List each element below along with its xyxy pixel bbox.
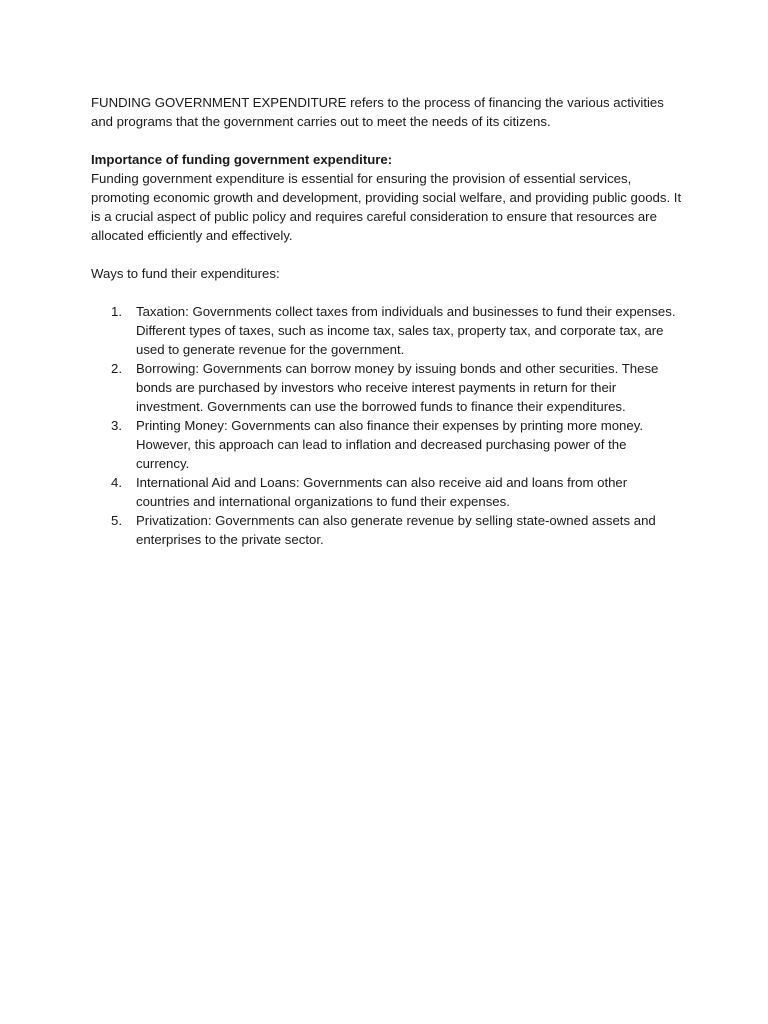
list-item <box>91 473 683 511</box>
list-item-number: 4. <box>111 475 122 490</box>
list-item-text: Taxation: Governments collect taxes from individuals and businesses to fund their expenses. Different types of taxes, such as income tax, sales tax, property tax, and corporate tax, are used to generate revenue for the government. <box>136 304 676 357</box>
list-item <box>91 359 683 416</box>
list-item-number: 3. <box>111 418 122 433</box>
document-body <box>91 93 683 549</box>
list-item <box>91 511 683 549</box>
list-item-number: 2. <box>111 361 122 376</box>
list-item-text: International Aid and Loans: Governments can also receive aid and loans from other countries and international organizations to fund their expenses. <box>136 475 628 509</box>
intro-paragraph: FUNDING GOVERNMENT EXPENDITURE refers to the process of financing the various activities and programs that the government carries out to meet the needs of its citizens. <box>91 95 664 129</box>
importance-heading: Importance of funding government expenditure: <box>91 152 393 167</box>
list-item-text: Printing Money: Governments can also finance their expenses by printing more money. However, this approach can lead to inflation and decreased purchasing power of the currency. <box>136 418 643 471</box>
ways-label: Ways to fund their expenditures: <box>91 266 280 281</box>
list-item <box>91 416 683 473</box>
list-item-number: 1. <box>111 304 122 319</box>
importance-paragraph: Funding government expenditure is essential for ensuring the provision of essential services, promoting economic growth and development, providing social welfare, and providing public goods. It is a crucial aspect of public policy and requires careful consideration to ensure that resources are allocated efficiently and effectively. <box>91 171 682 243</box>
ways-list <box>91 302 683 549</box>
list-item-number: 5. <box>111 513 122 528</box>
list-item <box>91 302 683 359</box>
list-item-text: Privatization: Governments can also generate revenue by selling state-owned assets and enterprises to the private sector. <box>136 513 656 547</box>
list-item-text: Borrowing: Governments can borrow money by issuing bonds and other securities. These bonds are purchased by investors who receive interest payments in return for their investment. Governments can use the borrowed funds to finance their expenditures. <box>136 361 659 414</box>
